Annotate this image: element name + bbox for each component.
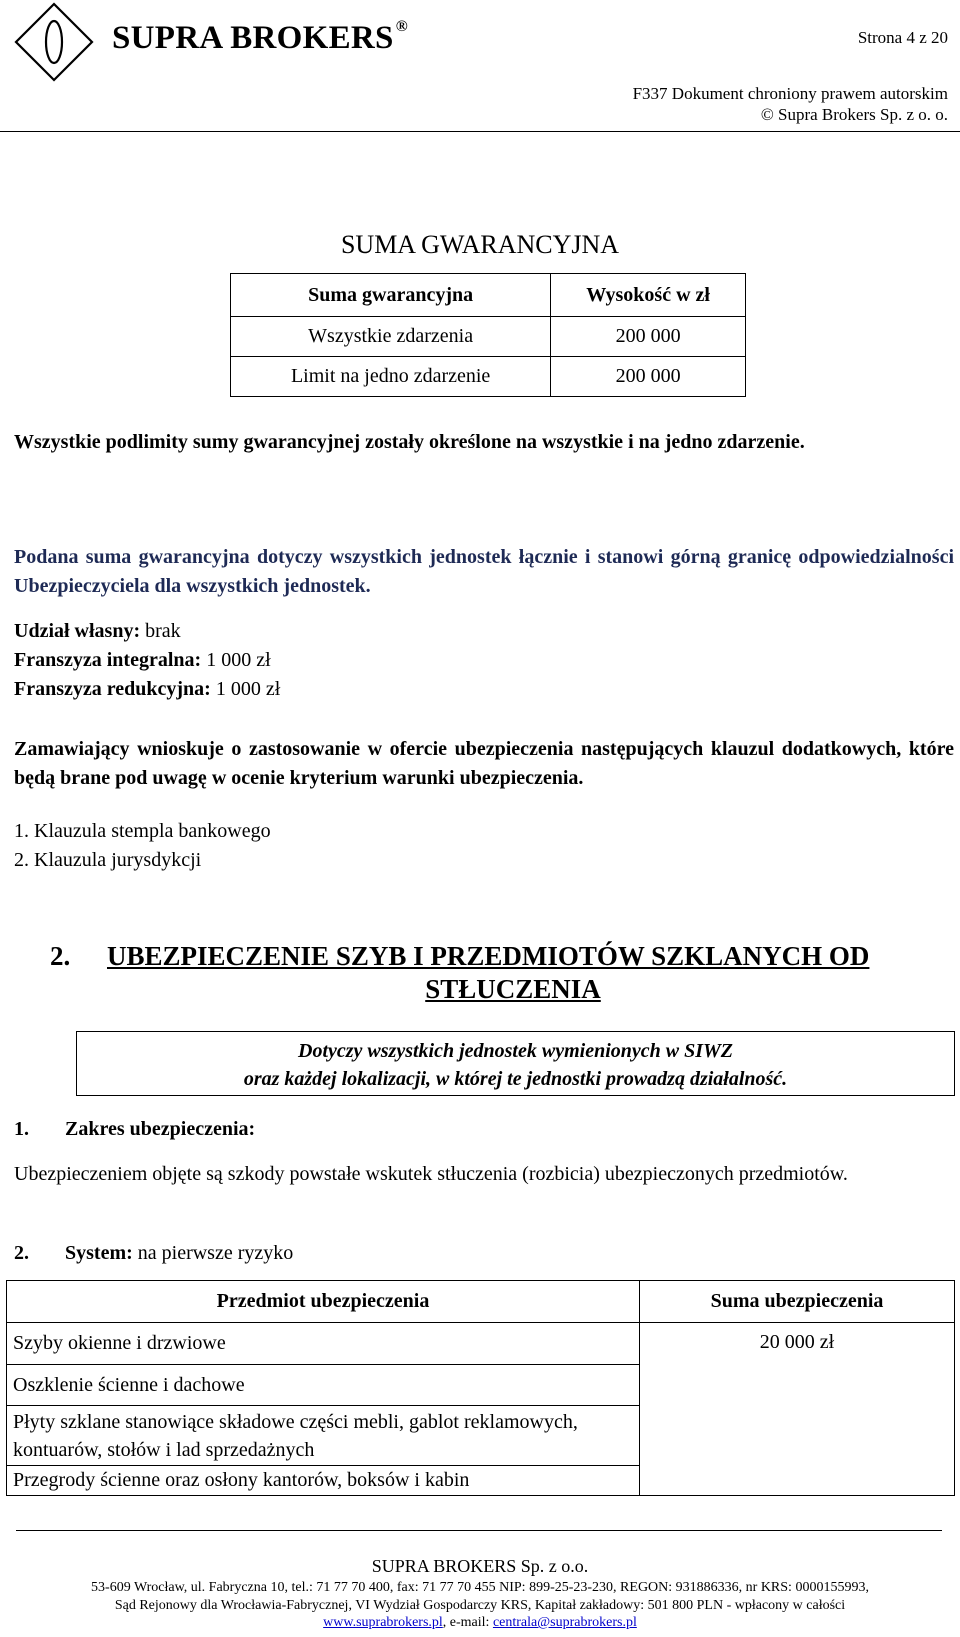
- header-divider: [0, 131, 960, 132]
- sublimits-paragraph: Wszystkie podlimity sumy gwarancyjnej zostały określone na wszystkie i na jedno zdarzenie.: [14, 431, 805, 453]
- deductible-integral: Franszyza integralna: 1 000 zł: [14, 649, 271, 671]
- sum-insured-cell: 20 000 zł: [640, 1323, 955, 1496]
- table-cell: Płyty szklane stanowiące składowe części mebli, gablot reklamowych, kontuarów, stołów i lad sprzedażnych: [7, 1406, 640, 1466]
- email-link[interactable]: centrala@suprabrokers.pl: [492, 1615, 637, 1630]
- website-link[interactable]: www.suprabrokers.pl: [323, 1615, 443, 1630]
- table-row: [231, 357, 746, 397]
- table-header-row: [7, 1281, 955, 1323]
- copyright-notice: F337 Dokument chroniony prawem autorskim: [632, 84, 948, 103]
- item1-heading: 1. Zakres ubezpieczenia:: [14, 1118, 256, 1140]
- sum-table: [230, 273, 746, 397]
- page-number: Strona 4 z 20: [857, 28, 948, 47]
- glass-insurance-table: [6, 1280, 955, 1496]
- table-header: Przedmiot ubezpieczenia: [7, 1281, 640, 1323]
- table-row: [231, 317, 746, 357]
- section2-title-continued: STŁUCZENIA: [425, 974, 601, 1004]
- copyright-owner: © Supra Brokers Sp. z o. o.: [760, 105, 948, 124]
- table-cell: Oszklenie ścienne i dachowe: [7, 1365, 640, 1406]
- footer-contact: www.suprabrokers.pl, e-mail: centrala@suprabrokers.pl: [323, 1615, 637, 1630]
- footer-address: 53-609 Wrocław, ul. Fabryczna 10, tel.: 71 77 70 400, fax: 71 77 70 455 NIP: 899-25-23-230, REGON: 931886336, nr KRS: 0000155993,: [91, 1580, 869, 1595]
- clause-item: 1. Klauzula stempla bankowego: [14, 820, 271, 842]
- deductible-reducing: Franszyza redukcyjna: 1 000 zł: [14, 678, 281, 700]
- table-cell: Limit na jedno zdarzenie: [231, 357, 551, 397]
- clauses-paragraph: Zamawiający wnioskuje o zastosowanie w ofercie ubezpieczenia następujących klauzul dodatkowych, które będą brane pod uwagę w ocenie kryterium warunki ubezpieczenia.: [14, 738, 954, 789]
- footer-divider: [16, 1530, 942, 1531]
- table-header: Suma gwarancyjna: [231, 274, 551, 317]
- section-title: SUMA GWARANCYJNA: [340, 230, 620, 259]
- footer-registry: Sąd Rejonowy dla Wrocławia-Fabrycznej, VI Wydział Gospodarczy KRS, Kapitał zakładowy: 501 800 PLN - wpłacony w całości: [114, 1598, 846, 1613]
- item1-text: Ubezpieczeniem objęte są szkody powstałe wskutek stłuczenia (rozbicia) ubezpieczonych przedmiotów.: [14, 1163, 848, 1185]
- scope-box-line: oraz każdej lokalizacji, w której te jednostki prowadzą działalność.: [243, 1068, 788, 1090]
- scope-box-line: Dotyczy wszystkich jednostek wymienionych w SIWZ: [298, 1040, 733, 1062]
- table-header: Suma ubezpieczenia: [640, 1281, 955, 1323]
- scope-paragraph: Podana suma gwarancyjna dotyczy wszystkich jednostek łącznie i stanowi górną granicę odpowiedzialności Ubezpieczyciela dla wszystkich jednostek.: [14, 546, 954, 597]
- deductible-own-share: Udział własny: brak: [14, 620, 181, 642]
- table-header: Wysokość w zł: [551, 274, 746, 317]
- table-cell: 200 000: [551, 357, 746, 397]
- table-cell: Szyby okienne i drzwiowe: [7, 1323, 640, 1365]
- section2-title: UBEZPIECZENIE SZYB I PRZEDMIOTÓW SZKLANYCH OD: [107, 941, 870, 971]
- table-row: [7, 1323, 955, 1365]
- footer-company: SUPRA BROKERS Sp. z o.o.: [371, 1556, 589, 1576]
- table-cell: 200 000: [551, 317, 746, 357]
- supra-brokers-logo-icon: [14, 2, 94, 82]
- scope-box: [76, 1031, 955, 1096]
- table-cell: Wszystkie zdarzenia: [231, 317, 551, 357]
- brand-name: SUPRA BROKERS ®: [112, 18, 408, 56]
- table-header-row: [231, 274, 746, 317]
- clause-item: 2. Klauzula jurysdykcji: [14, 849, 202, 871]
- section2-number: 2.: [50, 941, 71, 971]
- item2-heading: 2. System: na pierwsze ryzyko: [14, 1242, 294, 1264]
- table-cell: Przegrody ścienne oraz osłony kantorów, boksów i kabin: [7, 1466, 640, 1496]
